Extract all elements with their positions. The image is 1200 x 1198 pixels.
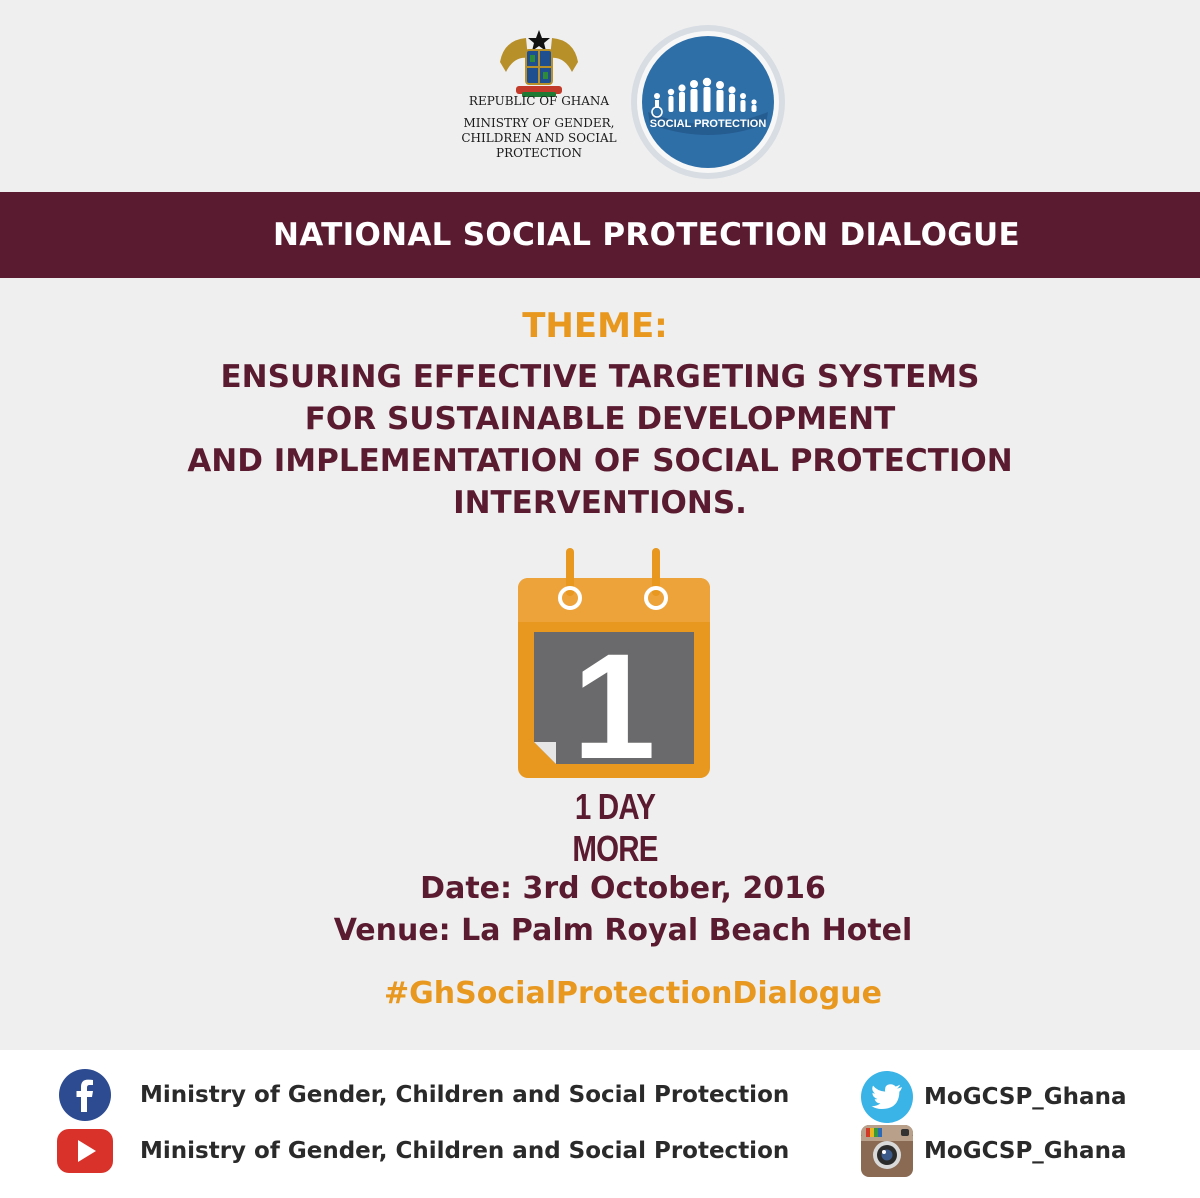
event-info <box>0 868 1200 952</box>
theme-line: ENSURING EFFECTIVE TARGETING SYSTEMS <box>220 359 980 395</box>
facebook-link[interactable] <box>56 1068 789 1122</box>
facebook-label: Ministry of Gender, Children and Social Protection <box>140 1082 790 1108</box>
social-protection-logo-text: SOCIAL PROTECTION <box>649 118 767 130</box>
theme-line: INTERVENTIONS. <box>453 485 747 521</box>
youtube-icon <box>56 1124 114 1178</box>
countdown-label: 1 DAY MORE <box>572 786 658 869</box>
theme-line: FOR SUSTAINABLE DEVELOPMENT <box>304 401 896 437</box>
calendar-icon <box>510 546 720 786</box>
republic-label: REPUBLIC OF GHANA <box>468 94 610 108</box>
twitter-link[interactable] <box>858 1070 1126 1124</box>
instagram-link[interactable] <box>858 1124 1126 1178</box>
theme-line: AND IMPLEMENTATION OF SOCIAL PROTECTION <box>187 443 1013 479</box>
header <box>0 0 1200 192</box>
instagram-label: MoGCSP_Ghana <box>924 1138 1127 1164</box>
ministry-line: MINISTRY OF GENDER, <box>463 116 615 130</box>
twitter-label: MoGCSP_Ghana <box>924 1084 1127 1110</box>
event-date: Date: 3rd October, 2016 <box>420 871 826 906</box>
ministry-line: CHILDREN AND SOCIAL <box>461 131 617 145</box>
theme-text <box>100 356 1100 524</box>
event-hashtag[interactable]: #GhSocialProtectionDialogue <box>384 976 882 1011</box>
twitter-icon <box>858 1070 916 1124</box>
footer <box>0 1050 1200 1198</box>
countdown-number: 1 <box>572 622 656 786</box>
ministry-name <box>440 94 638 161</box>
youtube-link[interactable] <box>56 1124 789 1178</box>
theme-label: THEME: <box>522 306 668 346</box>
social-protection-logo <box>630 24 786 180</box>
facebook-icon <box>56 1068 114 1122</box>
youtube-label: Ministry of Gender, Children and Social Protection <box>140 1138 790 1164</box>
ghana-coat-of-arms-icon <box>496 28 582 100</box>
event-venue: Venue: La Palm Royal Beach Hotel <box>333 913 913 948</box>
instagram-icon <box>858 1124 916 1178</box>
ministry-line: PROTECTION <box>496 146 582 160</box>
banner-title: NATIONAL SOCIAL PROTECTION DIALOGUE <box>273 217 1020 253</box>
title-banner <box>0 192 1200 278</box>
